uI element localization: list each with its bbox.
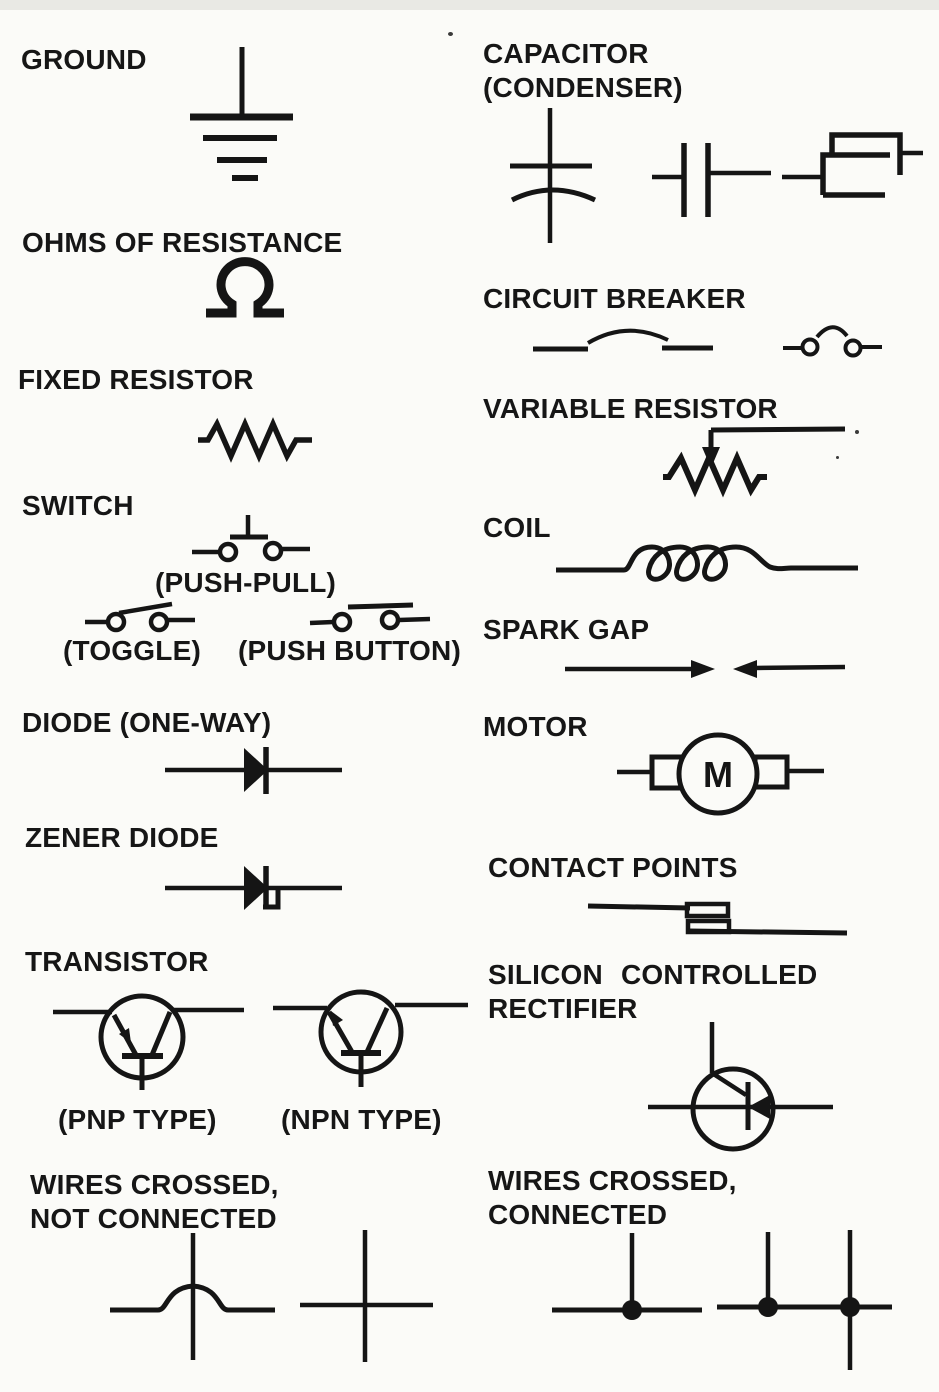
diode-strokes: [165, 747, 342, 794]
upper-contact: [687, 904, 728, 916]
circuit-breaker-large: [533, 331, 713, 349]
scr-strokes: [648, 1022, 833, 1149]
right-arrowhead: [733, 660, 757, 678]
scr-arrow: [748, 1095, 770, 1119]
omega-symbol-icon: [195, 258, 295, 323]
pnp-transistor-symbol-icon: [48, 985, 248, 1100]
push-button-label: (PUSH BUTTON): [238, 635, 461, 666]
capacitor-polarized: [510, 108, 595, 243]
coil-loops: [556, 547, 858, 579]
push-button-strokes: [310, 605, 430, 630]
motor-label: MOTOR: [483, 711, 588, 742]
junction-dot: [622, 1300, 642, 1320]
diode-symbol-icon: [160, 740, 350, 800]
toggle-label: (TOGGLE): [63, 635, 201, 666]
zener-diode-symbol-icon: [160, 858, 350, 928]
toggle-strokes: [85, 604, 195, 630]
motor-letter: M: [703, 754, 733, 795]
junction-dot: [840, 1297, 860, 1317]
capacitor-rolled: [782, 135, 923, 195]
ground-symbol-strokes: [190, 47, 293, 178]
push-pull-label: (PUSH-PULL): [155, 567, 337, 598]
scr-label-line1: SILICON CONTROLLED: [488, 959, 818, 990]
wires-nc-label-line1: WIRES CROSSED,: [30, 1169, 279, 1200]
wires-c-label-line1: WIRES CROSSED,: [488, 1165, 737, 1196]
fixed-resistor-label: FIXED RESISTOR: [18, 364, 254, 395]
wire-cross-strokes: [300, 1230, 433, 1362]
transistor-label: TRANSISTOR: [25, 946, 209, 977]
circuit-breaker-label: CIRCUIT BREAKER: [483, 283, 746, 314]
npn-transistor-symbol-icon: [268, 975, 473, 1090]
contact-points-strokes: [588, 904, 847, 933]
wires-not-connected-hop-symbol-icon: [100, 1228, 290, 1368]
scan-edge-artifact: [0, 0, 939, 10]
capacitor-label: [483, 37, 683, 105]
pnp-strokes: [53, 996, 244, 1090]
wire-hop-strokes: [110, 1233, 275, 1360]
left-arrowhead: [691, 660, 715, 678]
ground-label: GROUND: [21, 44, 147, 75]
capacitor-symbols-icon: [495, 98, 939, 253]
junction-dot: [758, 1297, 778, 1317]
scr-symbol-icon: [640, 1010, 939, 1155]
wire-tee-strokes: [552, 1233, 702, 1320]
capacitor-label-line1: CAPACITOR: [483, 38, 649, 69]
contact-points-label: CONTACT POINTS: [488, 852, 738, 883]
npn-strokes: [273, 992, 468, 1087]
wire-double-strokes: [717, 1230, 892, 1370]
circuit-breaker-symbols-icon: [525, 318, 915, 363]
spark-gap-strokes: [565, 660, 845, 678]
spark-gap-label: SPARK GAP: [483, 614, 650, 645]
spark-gap-symbol-icon: [555, 650, 855, 688]
push-pull-strokes: [192, 515, 310, 560]
ground-symbol-icon: [175, 40, 310, 190]
scan-noise-dot: [448, 32, 453, 36]
capacitor-label-line2: (CONDENSER): [483, 72, 683, 103]
wires-crossed-connected-label: [488, 1164, 737, 1232]
capacitor-fixed: [652, 143, 771, 217]
wires-c-label-line2: CONNECTED: [488, 1199, 668, 1230]
zener-strokes: [165, 866, 342, 910]
variable-resistor-label: VARIABLE RESISTOR: [483, 393, 778, 424]
zener-diode-label: ZENER DIODE: [25, 822, 219, 853]
wires-nc-label-line2: NOT CONNECTED: [30, 1203, 277, 1234]
motor-strokes: [617, 735, 824, 813]
wires-not-connected-cross-symbol-icon: [295, 1225, 440, 1370]
variable-resistor-symbol-icon: [655, 420, 855, 505]
omega-path: [206, 262, 284, 313]
wires-connected-tee-symbol-icon: [540, 1228, 715, 1368]
right-brush: [755, 757, 787, 787]
diode-label: DIODE (ONE-WAY): [22, 707, 272, 738]
ohms-of-resistance-label: OHMS OF RESISTANCE: [22, 227, 343, 258]
motor-symbol-icon: [608, 728, 838, 823]
coil-symbol-icon: [548, 540, 878, 595]
scan-noise-dot: [855, 430, 859, 434]
switch-label: SWITCH: [22, 490, 134, 521]
variable-resistor-strokes: [663, 429, 845, 490]
circuit-breaker-small: [783, 327, 882, 355]
push-pull-switch-symbol-icon: [185, 508, 320, 563]
scr-label-line2: RECTIFIER: [488, 993, 638, 1024]
wires-crossed-not-connected-label: [30, 1168, 279, 1236]
pnp-type-label: (PNP TYPE): [58, 1104, 217, 1135]
fixed-resistor-symbol-icon: [190, 418, 320, 463]
contact-points-symbol-icon: [578, 895, 863, 945]
coil-label: COIL: [483, 512, 551, 543]
wires-connected-double-symbol-icon: [705, 1218, 905, 1378]
resistor-zigzag: [198, 424, 312, 456]
npn-type-label: (NPN TYPE): [281, 1104, 442, 1135]
